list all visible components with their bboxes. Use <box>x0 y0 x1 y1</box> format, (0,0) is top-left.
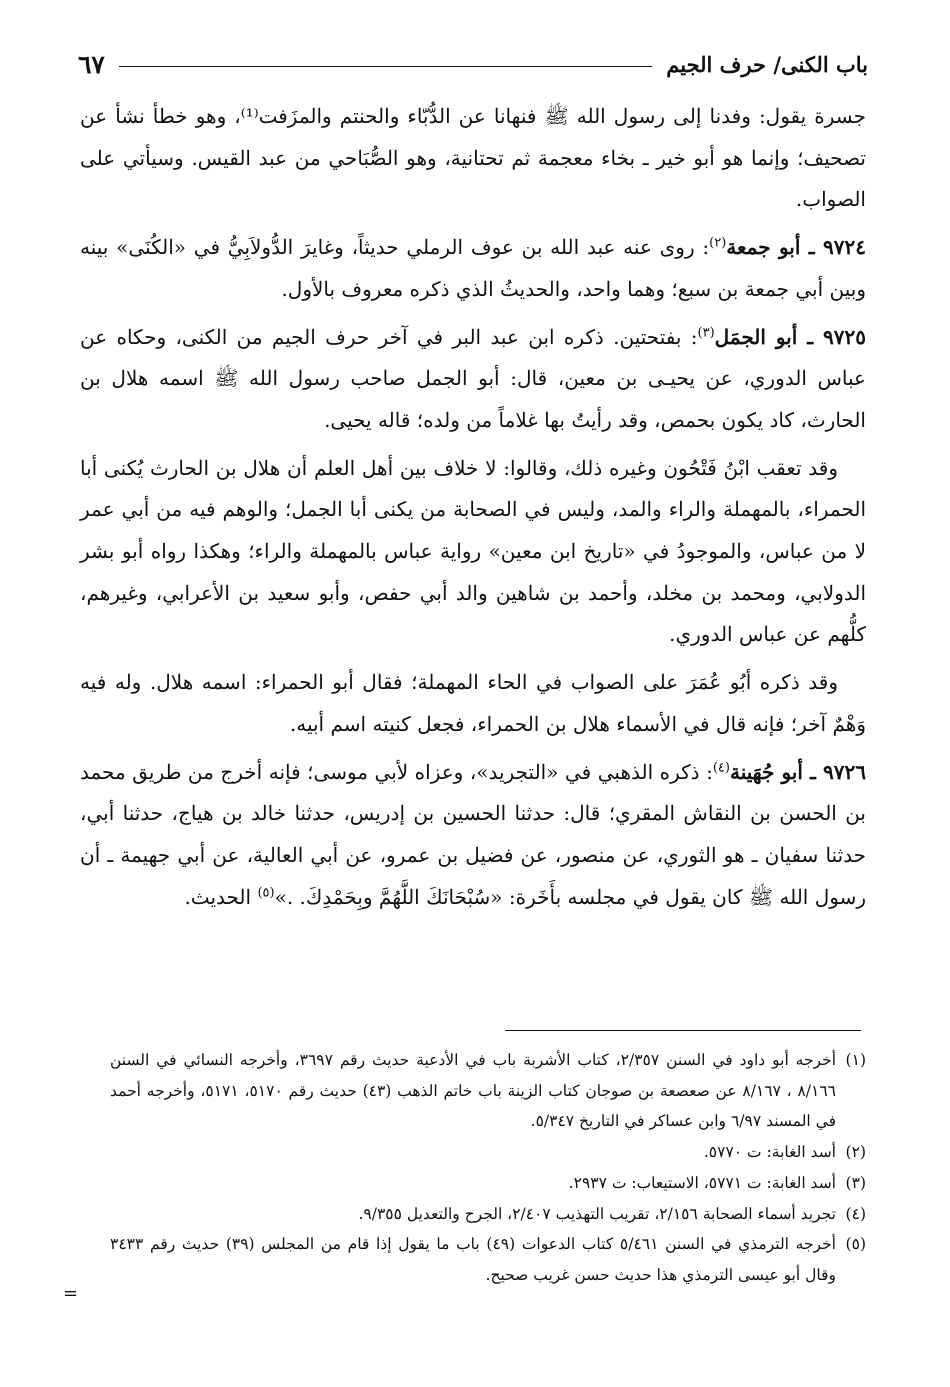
entry-text: : ذكره الذهبي في «التجريد»، وعزاه لأبي موسى؛ فإنه أخرج من طريق محمد بن الحسن بن النقاش المقري؛ قال: حدثنا الحسين بن إدريس، حدثنا خالد بن هياج، حدثنا أبي، حدثنا سفيان ـ هو الثوري، عن منصور، عن فضيل بن عمرو، عن أبي العالية، عن أبي جهيمة ـ أن رسول الله ﷺ كان يقول في مجلسه بأَخَرة: «سُبْحَانَكَ اللَّهُمَّ وبِحَمْدِكَ. .» <box>80 759 866 909</box>
footnote-number: (٤) <box>845 1204 866 1223</box>
entry-text-end: الحديث. <box>184 884 258 909</box>
footnote-number: (٥) <box>845 1235 866 1254</box>
header-rule <box>119 66 652 67</box>
footnote <box>110 1168 866 1199</box>
footnote-text: أخرجه الترمذي في السنن ٥/٤٦١ كتاب الدعوات (٤٩) باب ما يقول إذا قام من المجلس (٣٩) حديث رقم ٣٤٣٣ وقال أبو عيسى الترمذي هذا حديث حسن غريب صحيح. <box>110 1235 836 1284</box>
page-number: ٦٧ <box>78 49 105 79</box>
footnote-ref: (٤) <box>712 759 730 775</box>
footnote-text: أسد الغابة: ت ٥٧٧١، الاستيعاب: ت ٢٩٣٧. <box>568 1173 836 1192</box>
running-title: باب الكنى/ حرف الجيم <box>666 51 868 77</box>
entry-heading: ٩٧٢٥ ـ أبو الجمَل <box>714 324 866 349</box>
entry-heading: ٩٧٢٤ ـ أبو جمعة <box>726 235 866 260</box>
entry-heading: ٩٧٢٦ ـ أبو جُهَينة <box>729 759 866 784</box>
paragraph-continuation: جسرة يقول: وفدنا إلى رسول الله ﷺ فنهانا عن الدُّبّاء والحنتم والمزَفت⁽¹⁾، وهو خطأ نشأ عن تصحيف؛ وإنما هو أبو خير ـ بخاء معجمة ثم تحتانية، وهو الصُّبَاحي من عبد القيس. وسيأتي على الصواب. <box>80 104 866 212</box>
footnote-number: (٣) <box>845 1173 866 1192</box>
footnote-separator <box>505 1030 861 1031</box>
footnotes <box>110 1045 866 1291</box>
entry-9724 <box>80 227 866 310</box>
footnote-text: أسد الغابة: ت ٥٧٧٠. <box>703 1143 836 1162</box>
paragraph-correction: وقد ذكره أبُو عُمَرَ على الصواب في الحاء المهملة؛ فقال أبو الحمراء: اسمه هلال. وله فيه وَهْمٌ آخر؛ فإنه قال في الأسماء هلال بن الحمراء، فجعل كنيته اسم أبيه. <box>80 670 866 736</box>
footnote-number: (١) <box>845 1051 866 1069</box>
footnote-text: تجريد أسماء الصحابة ٢/١٥٦، تقريب التهذيب ٢/٤٠٧، الجرح والتعديل ٩/٣٥٥. <box>358 1204 836 1223</box>
entry-text: : روى عنه عبد الله بن عوف الرملي حديثاً، وغايرَ الدُّولاَبِيُّ في «الكُنَى» بينه وبين أبي جمعة بن سبع؛ وهما واحد، والحديثُ الذي ذكره معروف بالأول. <box>80 235 866 301</box>
footnote <box>110 1229 866 1290</box>
entry-9725 <box>80 317 866 442</box>
entry-9726 <box>80 752 866 919</box>
footnote <box>110 1045 866 1137</box>
main-text <box>80 96 866 924</box>
continuation-mark: = <box>63 1283 79 1304</box>
page-header <box>78 44 868 84</box>
footnote <box>110 1137 866 1168</box>
footnote <box>110 1199 866 1230</box>
footnote-ref: (٣) <box>697 324 715 340</box>
paragraph-critique: وقد تعقب ابْنُ فَتْحُون وغيره ذلك، وقالوا: لا خلاف بين أهل العلم أن هلال بن الحارث يُكنى أبا الحمراء، بالمهملة والراء والمد، وليس في الصحابة من يكنى أبا الجمل؛ والوهم فيه من أبي عمر لا من عباس، والموجودُ في «تاريخ ابن معين» رواية عباس بالمهملة والراء؛ وهكذا رواه أبو بشر الدولابي، ومحمد بن مخلد، وأحمد بن شاهين والد أبي حفص، وأبو سعيد بن الأعرابي، وغيرهم، كلُّهم عن عباس الدوري. <box>80 455 867 647</box>
entry-text: : بفتحتين. ذكره ابن عبد البر في آخر حرف الجيم من الكنى، وحكاه عن عباس الدوري، عن يحيـى بن معين، قال: أبو الجمل صاحب رسول الله ﷺ اسمه هلال بن الحارث، كاد يكون بحمص، وقد رأيتُ بها غلاماً من ولده؛ قاله يحيى. <box>80 324 866 432</box>
footnote-ref: (٥) <box>257 885 275 900</box>
footnote-ref: (٢) <box>709 235 727 251</box>
footnote-number: (٢) <box>845 1143 866 1162</box>
footnote-text: أخرجه أبو داود في السنن ٢/٣٥٧، كتاب الأشربة باب في الأدعية حديث رقم ٣٦٩٧، وأخرجه النسائي في السنن ٨/١٦٦ ، ٨/١٦٧ عن صعصعة بن صوجان كتاب الزينة باب خاتم الذهب (٤٣) حديث رقم ٥١٧٠، ٥١٧١، وأخرجه أحمد في المسند ٦/٩٧ وابن عساكر في التاريخ ٥/٣٤٧. <box>110 1051 836 1131</box>
